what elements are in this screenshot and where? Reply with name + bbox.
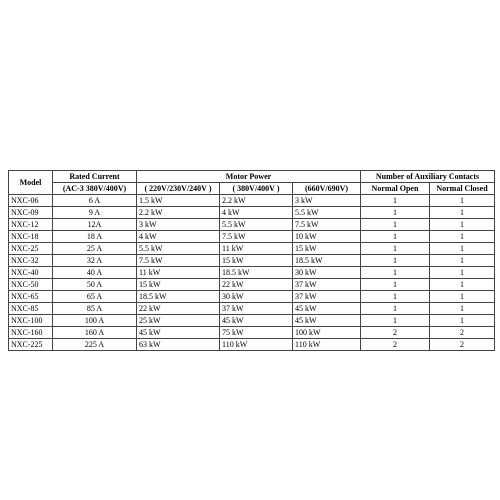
motor-power-220-cell: 18.5 kW <box>137 291 220 303</box>
table-body <box>9 195 495 351</box>
model-cell: NXC-85 <box>9 303 53 315</box>
normal-closed-cell: 1 <box>430 195 495 207</box>
table-row <box>9 219 495 231</box>
motor-power-660-cell: 37 kW <box>293 291 361 303</box>
normal-closed-cell: 1 <box>430 219 495 231</box>
normal-closed-cell: 2 <box>430 327 495 339</box>
table-row <box>9 231 495 243</box>
table-row <box>9 195 495 207</box>
contactor-spec-table <box>8 170 495 351</box>
table-row <box>9 303 495 315</box>
motor-power-220-cell: 22 kW <box>137 303 220 315</box>
motor-power-380-cell: 37 kW <box>220 303 293 315</box>
motor-power-220-cell: 3 kW <box>137 219 220 231</box>
table-row <box>9 255 495 267</box>
motor-power-380-cell: 18.5 kW <box>220 267 293 279</box>
motor-power-220-header: ( 220V/230V/240V ) <box>137 183 220 195</box>
motor-power-220-cell: 2.2 kW <box>137 207 220 219</box>
motor-power-660-cell: 10 kW <box>293 231 361 243</box>
normal-closed-cell: 1 <box>430 231 495 243</box>
motor-power-660-header: (660V/690V) <box>293 183 361 195</box>
motor-power-660-cell: 37 kW <box>293 279 361 291</box>
rated-current-cell: 18 A <box>53 231 137 243</box>
table-row <box>9 243 495 255</box>
motor-power-220-cell: 15 kW <box>137 279 220 291</box>
model-cell: NXC-160 <box>9 327 53 339</box>
table-row <box>9 315 495 327</box>
rated-current-header: Rated Current <box>53 171 137 183</box>
normal-open-cell: 1 <box>361 315 430 327</box>
motor-power-660-cell: 45 kW <box>293 315 361 327</box>
model-cell: NXC-18 <box>9 231 53 243</box>
normal-open-cell: 1 <box>361 303 430 315</box>
motor-power-380-header: ( 380V/400V ) <box>220 183 293 195</box>
motor-power-660-cell: 30 kW <box>293 267 361 279</box>
table-row <box>9 327 495 339</box>
motor-power-220-cell: 63 kW <box>137 339 220 351</box>
rated-current-cell: 100 A <box>53 315 137 327</box>
normal-closed-cell: 1 <box>430 315 495 327</box>
model-cell: NXC-40 <box>9 267 53 279</box>
model-cell: NXC-32 <box>9 255 53 267</box>
model-cell: NXC-06 <box>9 195 53 207</box>
normal-closed-cell: 1 <box>430 267 495 279</box>
motor-power-660-cell: 100 kW <box>293 327 361 339</box>
motor-power-660-cell: 15 kW <box>293 243 361 255</box>
rated-current-cell: 6 A <box>53 195 137 207</box>
rated-current-cell: 225 A <box>53 339 137 351</box>
normal-open-cell: 2 <box>361 327 430 339</box>
motor-power-660-cell: 3 kW <box>293 195 361 207</box>
motor-power-380-cell: 75 kW <box>220 327 293 339</box>
normal-open-cell: 1 <box>361 279 430 291</box>
rated-current-cell: 65 A <box>53 291 137 303</box>
rated-current-cell: 25 A <box>53 243 137 255</box>
rated-current-cell: 85 A <box>53 303 137 315</box>
normal-closed-cell: 2 <box>430 339 495 351</box>
table-row <box>9 267 495 279</box>
normal-open-cell: 1 <box>361 231 430 243</box>
table-row <box>9 279 495 291</box>
model-header: Model <box>9 171 53 195</box>
table-row <box>9 207 495 219</box>
rated-current-cell: 12A <box>53 219 137 231</box>
motor-power-220-cell: 45 kW <box>137 327 220 339</box>
normal-open-cell: 1 <box>361 255 430 267</box>
motor-power-380-cell: 22 kW <box>220 279 293 291</box>
rated-current-cell: 50 A <box>53 279 137 291</box>
normal-closed-cell: 1 <box>430 243 495 255</box>
motor-power-660-cell: 5.5 kW <box>293 207 361 219</box>
model-cell: NXC-65 <box>9 291 53 303</box>
motor-power-220-cell: 25 kW <box>137 315 220 327</box>
motor-power-380-cell: 5.5 kW <box>220 219 293 231</box>
motor-power-380-cell: 110 kW <box>220 339 293 351</box>
rated-current-cell: 32 A <box>53 255 137 267</box>
aux-contacts-header: Number of Auxiliary Contacts <box>361 171 495 183</box>
rated-current-cell: 160 A <box>53 327 137 339</box>
rated-current-cell: 40 A <box>53 267 137 279</box>
rated-current-subheader: (AC-3 380V/400V) <box>53 183 137 195</box>
model-cell: NXC-25 <box>9 243 53 255</box>
normal-open-cell: 1 <box>361 195 430 207</box>
motor-power-380-cell: 4 kW <box>220 207 293 219</box>
motor-power-660-cell: 18.5 kW <box>293 255 361 267</box>
normal-open-cell: 1 <box>361 243 430 255</box>
table-row <box>9 339 495 351</box>
normal-open-cell: 1 <box>361 207 430 219</box>
motor-power-220-cell: 11 kW <box>137 267 220 279</box>
normal-closed-cell: 1 <box>430 255 495 267</box>
motor-power-220-cell: 5.5 kW <box>137 243 220 255</box>
motor-power-220-cell: 7.5 kW <box>137 255 220 267</box>
model-cell: NXC-09 <box>9 207 53 219</box>
model-cell: NXC-225 <box>9 339 53 351</box>
motor-power-220-cell: 1.5 kW <box>137 195 220 207</box>
normal-open-cell: 2 <box>361 339 430 351</box>
motor-power-380-cell: 15 kW <box>220 255 293 267</box>
motor-power-header: Motor Power <box>137 171 361 183</box>
table-row <box>9 291 495 303</box>
model-cell: NXC-100 <box>9 315 53 327</box>
motor-power-380-cell: 2.2 kW <box>220 195 293 207</box>
normal-closed-cell: 1 <box>430 303 495 315</box>
motor-power-660-cell: 110 kW <box>293 339 361 351</box>
model-cell: NXC-12 <box>9 219 53 231</box>
normal-closed-header: Normal Closed <box>430 183 495 195</box>
motor-power-380-cell: 7.5 kW <box>220 231 293 243</box>
motor-power-660-cell: 7.5 kW <box>293 219 361 231</box>
normal-open-cell: 1 <box>361 219 430 231</box>
model-cell: NXC-50 <box>9 279 53 291</box>
motor-power-380-cell: 45 kW <box>220 315 293 327</box>
normal-open-header: Normal Open <box>361 183 430 195</box>
normal-closed-cell: 1 <box>430 279 495 291</box>
normal-open-cell: 1 <box>361 267 430 279</box>
normal-open-cell: 1 <box>361 291 430 303</box>
normal-closed-cell: 1 <box>430 291 495 303</box>
normal-closed-cell: 1 <box>430 207 495 219</box>
motor-power-660-cell: 45 kW <box>293 303 361 315</box>
rated-current-cell: 9 A <box>53 207 137 219</box>
motor-power-380-cell: 30 kW <box>220 291 293 303</box>
motor-power-380-cell: 11 kW <box>220 243 293 255</box>
motor-power-220-cell: 4 kW <box>137 231 220 243</box>
